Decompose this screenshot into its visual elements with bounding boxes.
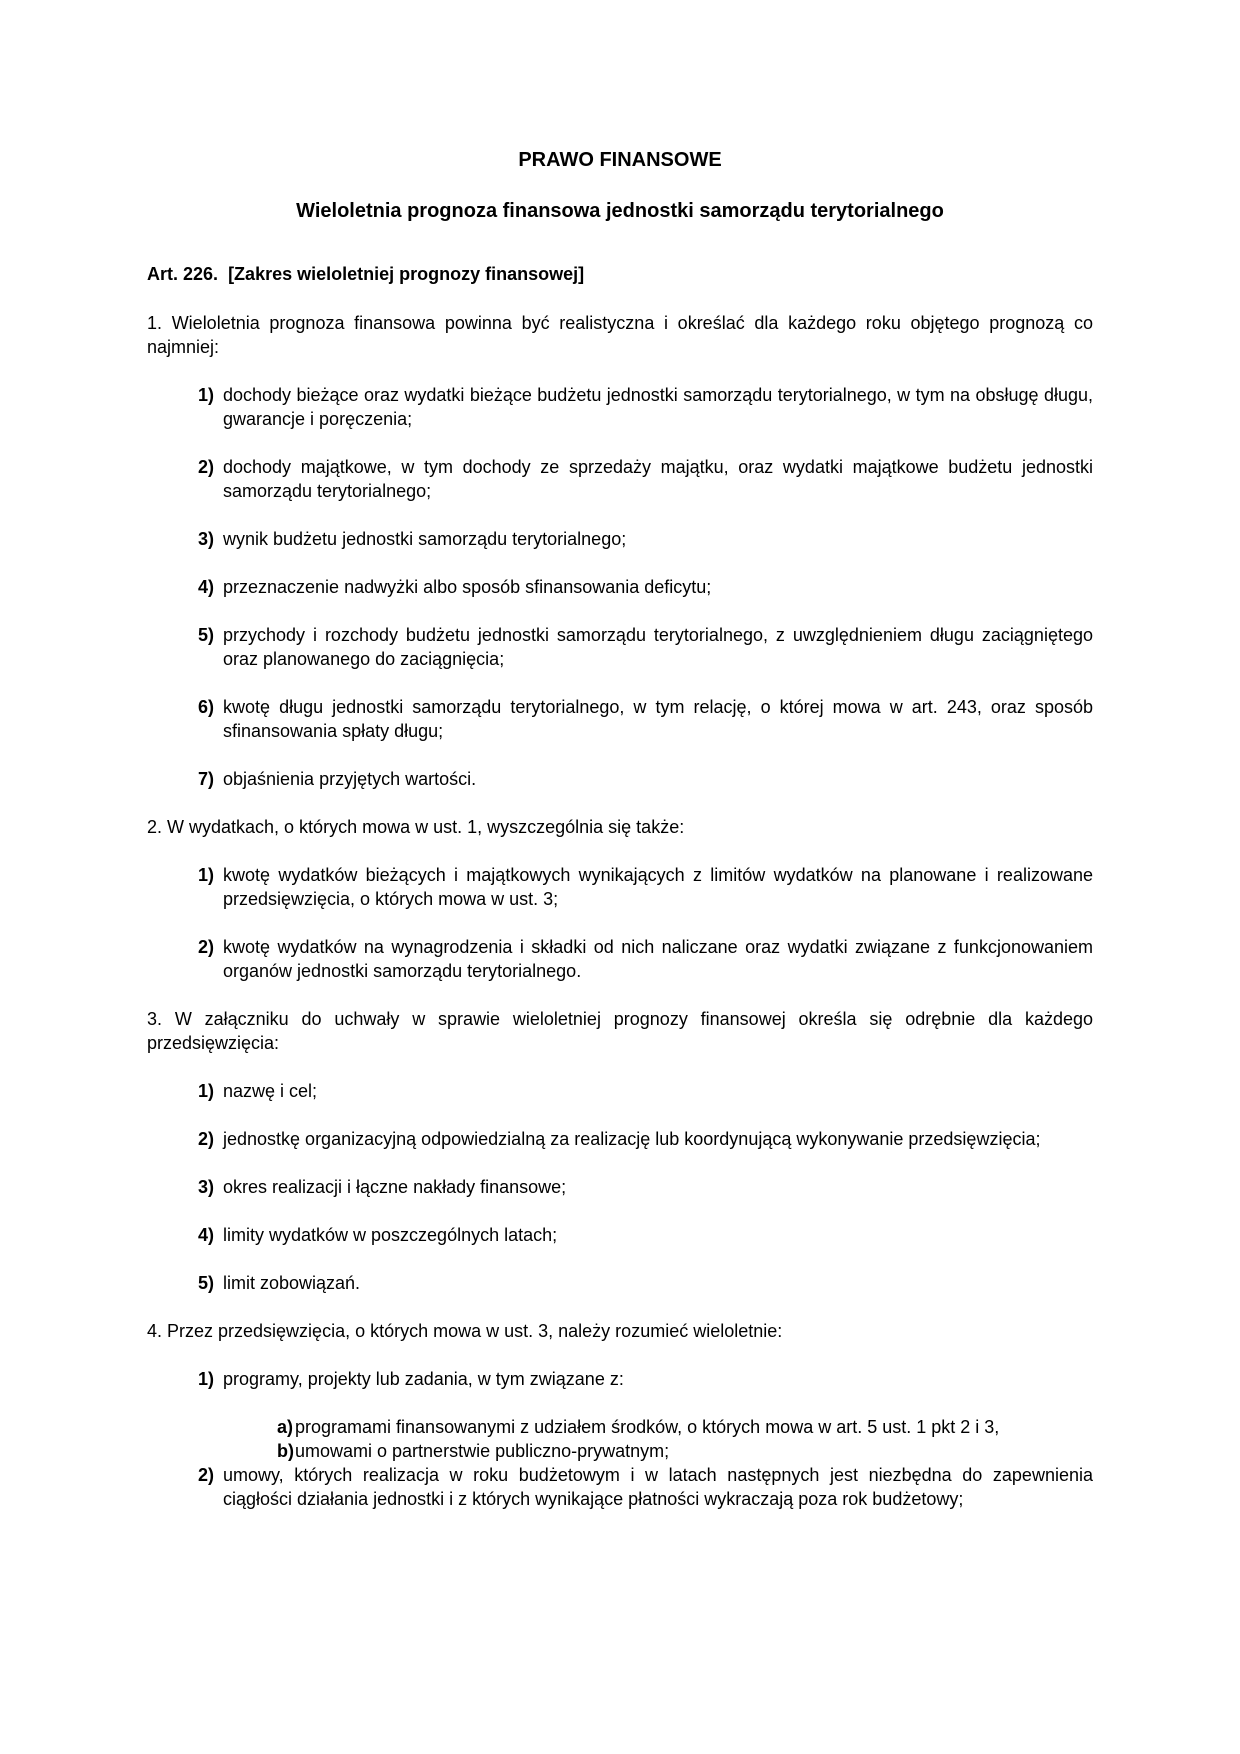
list-item bbox=[147, 1271, 1093, 1295]
document-subtitle: Wieloletnia prognoza finansowa jednostki samorządu terytorialnego bbox=[296, 200, 944, 222]
list-item bbox=[147, 1175, 1093, 1199]
item-number: 2) bbox=[198, 1129, 215, 1149]
article-number: Art. 226. bbox=[147, 264, 219, 284]
item-text: programy, projekty lub zadania, w tym związane z: bbox=[223, 1369, 624, 1389]
item-text: przeznaczenie nadwyżki albo sposób sfinansowania deficytu; bbox=[223, 577, 712, 597]
item-number: 4) bbox=[198, 1225, 215, 1245]
item-text: dochody bieżące oraz wydatki bieżące budżetu jednostki samorządu terytorialnego, w tym na obsługę długu, gwarancje i poręczenia; bbox=[223, 385, 1093, 429]
sub-list-item bbox=[147, 1439, 1093, 1463]
item-number: 3) bbox=[198, 1177, 215, 1197]
item-text: limit zobowiązań. bbox=[223, 1273, 361, 1293]
item-number: 2) bbox=[198, 937, 215, 957]
item-number: 2) bbox=[198, 1465, 215, 1485]
section-4-intro: 4. Przez przedsięwzięcia, o których mowa w ust. 3, należy rozumieć wieloletnie: bbox=[147, 1321, 783, 1341]
sub-item-letter: b) bbox=[277, 1441, 294, 1461]
item-text: okres realizacji i łączne nakłady finansowe; bbox=[223, 1177, 567, 1197]
list-item bbox=[147, 527, 1093, 551]
list-item bbox=[147, 695, 1093, 743]
sub-list-item bbox=[147, 1415, 1093, 1439]
item-text: nazwę i cel; bbox=[223, 1081, 318, 1101]
item-text: limity wydatków w poszczególnych latach; bbox=[223, 1225, 558, 1245]
item-number: 2) bbox=[198, 457, 215, 477]
item-number: 4) bbox=[198, 577, 215, 597]
list-item bbox=[147, 767, 1093, 791]
item-text: kwotę wydatków na wynagrodzenia i składki od nich naliczane oraz wydatki związane z funkcjonowaniem organów jednostki samorządu terytorialnego. bbox=[223, 937, 1093, 981]
item-number: 1) bbox=[198, 1369, 215, 1389]
list-item bbox=[147, 1367, 1093, 1391]
list-item bbox=[147, 455, 1093, 503]
list-item bbox=[147, 1223, 1093, 1247]
list-item bbox=[147, 1463, 1093, 1511]
section-1-intro: 1. Wieloletnia prognoza finansowa powinna być realistyczna i określać dla każdego roku objętego prognozą co najmniej: bbox=[147, 313, 1093, 357]
article-heading bbox=[147, 262, 1093, 286]
article-title: [Zakres wieloletniej prognozy finansowej] bbox=[228, 264, 585, 284]
item-number: 5) bbox=[198, 625, 215, 645]
item-number: 5) bbox=[198, 1273, 215, 1293]
item-number: 6) bbox=[198, 697, 215, 717]
sub-item-letter: a) bbox=[277, 1417, 294, 1437]
list-item bbox=[147, 575, 1093, 599]
item-number: 1) bbox=[198, 1081, 215, 1101]
section-2-intro: 2. W wydatkach, o których mowa w ust. 1, wyszczególnia się także: bbox=[147, 817, 685, 837]
item-number: 1) bbox=[198, 865, 215, 885]
item-number: 7) bbox=[198, 769, 215, 789]
item-text: umowy, których realizacja w roku budżetowym i w latach następnych jest niezbędna do zapewnienia ciągłości działania jednostki i z których wynikające płatności wykraczają poza rok budżetowy; bbox=[223, 1465, 1093, 1509]
item-number: 3) bbox=[198, 529, 215, 549]
item-text: dochody majątkowe, w tym dochody ze sprzedaży majątku, oraz wydatki majątkowe budżetu jednostki samorządu terytorialnego; bbox=[223, 457, 1093, 501]
item-text: wynik budżetu jednostki samorządu terytorialnego; bbox=[223, 529, 627, 549]
list-item bbox=[147, 1079, 1093, 1103]
item-text: kwotę wydatków bieżących i majątkowych wynikających z limitów wydatków na planowane i realizowane przedsięwzięcia, o których mowa w ust. 3; bbox=[223, 865, 1093, 909]
sub-item-text: programami finansowanymi z udziałem środków, o których mowa w art. 5 ust. 1 pkt 2 i 3, bbox=[295, 1417, 1000, 1437]
item-text: kwotę długu jednostki samorządu terytorialnego, w tym relację, o której mowa w art. 243, oraz sposób sfinansowania spłaty długu; bbox=[223, 697, 1093, 741]
list-item bbox=[147, 863, 1093, 911]
item-number: 1) bbox=[198, 385, 215, 405]
item-text: objaśnienia przyjętych wartości. bbox=[223, 769, 477, 789]
list-item bbox=[147, 623, 1093, 671]
list-item bbox=[147, 935, 1093, 983]
item-text: jednostkę organizacyjną odpowiedzialną za realizację lub koordynującą wykonywanie przedsięwzięcia; bbox=[223, 1129, 1041, 1149]
document-title: PRAWO FINANSOWE bbox=[518, 149, 722, 171]
list-item bbox=[147, 383, 1093, 431]
section-3-intro: 3. W załączniku do uchwały w sprawie wieloletniej prognozy finansowej określa się odrębnie dla każdego przedsięwzięcia: bbox=[147, 1009, 1093, 1053]
list-item bbox=[147, 1127, 1093, 1151]
item-text: przychody i rozchody budżetu jednostki samorządu terytorialnego, z uwzględnieniem długu zaciągniętego oraz planowanego do zaciągnięcia; bbox=[223, 625, 1093, 669]
sub-item-text: umowami o partnerstwie publiczno-prywatnym; bbox=[295, 1441, 670, 1461]
document-page bbox=[147, 148, 1093, 1535]
